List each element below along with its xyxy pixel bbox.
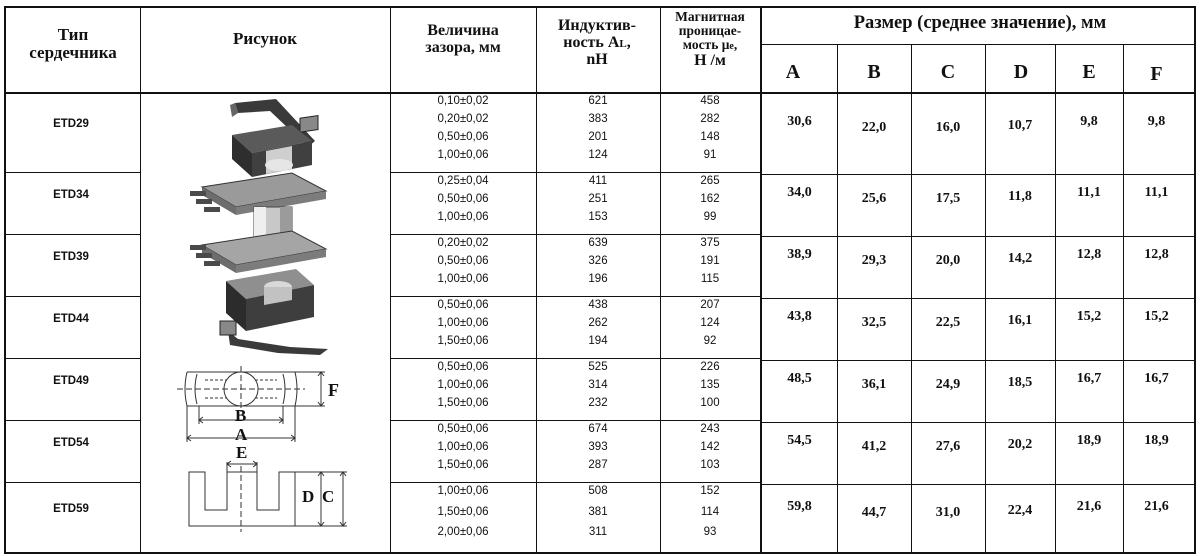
mu-value-etd44: 207 — [700, 299, 720, 311]
gap-value-etd59: 2,00±0,06 — [437, 526, 489, 539]
label-b: B — [235, 406, 247, 425]
row-divider-left-0 — [4, 172, 140, 173]
al-value-etd29: 124 — [588, 149, 608, 161]
row-divider-left-2 — [4, 296, 140, 297]
core-type-etd29: ETD29 — [53, 118, 89, 130]
mu-value-etd59: 93 — [703, 526, 717, 539]
al-value-etd29: 201 — [588, 131, 608, 143]
dim-c-etd54: 27,6 — [935, 439, 961, 454]
label-a: A — [235, 425, 248, 444]
al-value-etd49: 232 — [588, 397, 608, 409]
dim-c-etd39: 20,0 — [935, 253, 961, 268]
mu-value-etd54: 243 — [700, 423, 720, 435]
al-value-etd54: 393 — [588, 441, 608, 453]
core-type-etd39: ETD39 — [53, 251, 89, 263]
dim-d-etd49: 18,5 — [1007, 375, 1033, 390]
al-value-etd49: 314 — [588, 379, 608, 391]
row-divider-mid-3 — [390, 358, 760, 359]
mu-value-etd29: 458 — [700, 95, 720, 107]
dim-a-etd59: 59,8 — [787, 499, 812, 514]
gap-value-etd39: 0,50±0,06 — [437, 255, 489, 267]
header-col-c: C — [940, 61, 956, 83]
row-divider-left-1 — [4, 234, 140, 235]
dim-e-etd29: 9,8 — [1080, 114, 1098, 129]
al-value-etd39: 639 — [588, 237, 608, 249]
al-value-etd44: 438 — [588, 299, 608, 311]
gap-value-etd44: 1,50±0,06 — [437, 335, 489, 347]
gap-value-etd54: 1,00±0,06 — [437, 441, 489, 453]
gap-value-etd39: 0,20±0,02 — [437, 237, 489, 249]
dim-e-etd44: 15,2 — [1076, 309, 1102, 324]
row-divider-mid-5 — [390, 482, 760, 483]
dim-e-etd54: 18,9 — [1076, 433, 1102, 448]
al-value-etd34: 411 — [588, 175, 608, 187]
dim-a-etd44: 43,8 — [787, 309, 812, 324]
mu-value-etd39: 191 — [700, 255, 720, 267]
dim-e-etd39: 12,8 — [1076, 247, 1102, 262]
gap-value-etd49: 0,50±0,06 — [437, 361, 489, 373]
dim-e-etd34: 11,1 — [1077, 185, 1101, 200]
dim-b-etd44: 32,5 — [861, 315, 887, 330]
dim-f-etd29: 9,8 — [1147, 114, 1166, 129]
gap-value-etd34: 0,50±0,06 — [437, 193, 489, 205]
header-picture: Рисунок — [232, 29, 298, 48]
dim-f-etd34: 11,1 — [1144, 185, 1169, 200]
dim-a-etd54: 54,5 — [787, 433, 812, 448]
al-value-etd44: 262 — [588, 317, 608, 329]
dim-a-etd34: 34,0 — [787, 185, 812, 200]
al-value-etd59: 381 — [588, 505, 608, 518]
mu-value-etd44: 92 — [703, 335, 717, 347]
row-divider-size-4 — [760, 422, 1196, 423]
mu-value-etd44: 124 — [700, 317, 720, 329]
al-value-etd39: 326 — [588, 255, 608, 267]
al-value-etd59: 508 — [588, 485, 608, 497]
column-divider-3 — [660, 6, 661, 552]
header-inductance-sub: L — [619, 37, 627, 50]
core-type-etd59: ETD59 — [53, 503, 89, 515]
header-permeability-line2: проницае- — [678, 23, 742, 39]
mu-value-etd34: 99 — [703, 211, 717, 223]
header-gap-line2: зазора, мм — [425, 38, 501, 56]
al-value-etd59: 311 — [588, 526, 608, 539]
row-divider-size-2 — [760, 298, 1196, 299]
gap-value-etd29: 1,00±0,06 — [437, 149, 489, 161]
header-permeability — [660, 10, 760, 70]
header-gap-line1: Величина — [427, 22, 499, 39]
mu-value-etd39: 375 — [700, 237, 720, 249]
header-divider — [4, 92, 1196, 94]
gap-value-etd54: 1,50±0,06 — [437, 459, 489, 471]
gap-value-etd49: 1,50±0,06 — [437, 397, 489, 409]
table-border-top — [4, 6, 1196, 8]
row-divider-mid-1 — [390, 234, 760, 235]
mu-value-etd34: 265 — [700, 175, 720, 187]
mu-value-etd29: 148 — [700, 131, 720, 143]
gap-value-etd44: 1,00±0,06 — [437, 317, 489, 329]
mu-value-etd29: 91 — [703, 149, 717, 161]
column-divider-1 — [390, 6, 391, 552]
core-type-etd34: ETD34 — [53, 189, 89, 201]
dim-b-etd34: 25,6 — [861, 191, 887, 206]
dim-a-etd39: 38,9 — [787, 247, 812, 262]
row-divider-left-3 — [4, 358, 140, 359]
row-divider-size-3 — [760, 360, 1196, 361]
dim-f-etd49: 16,7 — [1144, 371, 1169, 386]
mu-value-etd34: 162 — [700, 193, 720, 205]
header-col-f: F — [1150, 63, 1163, 85]
mu-value-etd49: 100 — [700, 397, 720, 409]
dim-f-etd54: 18,9 — [1144, 433, 1169, 448]
row-divider-mid-2 — [390, 296, 760, 297]
header-col-a: A — [785, 61, 801, 83]
al-value-etd29: 621 — [588, 95, 608, 107]
dim-d-etd29: 10,7 — [1007, 118, 1033, 133]
header-permeability-unit: H /м — [694, 51, 726, 69]
dim-a-etd29: 30,6 — [787, 114, 812, 129]
al-value-etd39: 196 — [588, 273, 608, 285]
table-border-bottom — [4, 552, 1196, 554]
label-c: C — [322, 487, 335, 506]
label-e: E — [236, 443, 248, 462]
header-permeability-sub: e — [729, 41, 734, 53]
mu-value-etd54: 103 — [700, 459, 720, 471]
dim-f-etd39: 12,8 — [1144, 247, 1169, 262]
mu-value-etd39: 115 — [700, 273, 720, 285]
row-divider-mid-4 — [390, 420, 760, 421]
core-type-etd54: ETD54 — [53, 437, 89, 449]
header-col-e: E — [1082, 61, 1096, 83]
mu-value-etd29: 282 — [700, 113, 720, 125]
mu-value-etd54: 142 — [700, 441, 720, 453]
bottom-bobbin-flange — [190, 231, 326, 273]
dim-b-etd59: 44,7 — [861, 505, 887, 520]
row-divider-mid-0 — [390, 172, 760, 173]
dim-c-etd44: 22,5 — [935, 315, 961, 330]
column-divider-2 — [536, 6, 537, 552]
dim-c-etd34: 17,5 — [935, 191, 961, 206]
header-permeability-comma: , — [733, 37, 738, 53]
gap-value-etd34: 0,25±0,04 — [437, 175, 489, 187]
row-divider-size-5 — [760, 484, 1196, 485]
header-permeability-line3 — [660, 38, 760, 53]
bottom-clip — [220, 321, 328, 355]
dim-b-etd39: 29,3 — [861, 253, 887, 268]
header-inductance-line1: Индуктив- — [557, 17, 637, 34]
al-value-etd44: 194 — [588, 335, 608, 347]
mu-value-etd49: 135 — [700, 379, 720, 391]
label-f: F — [328, 380, 339, 400]
dim-d-etd34: 11,8 — [1008, 189, 1032, 204]
header-type-line1: Тип — [57, 25, 89, 44]
dim-d-etd59: 22,4 — [1007, 503, 1033, 518]
table-border-left — [4, 6, 6, 552]
dim-d-etd39: 14,2 — [1007, 251, 1033, 266]
gap-value-etd59: 1,50±0,06 — [437, 505, 489, 518]
al-value-etd34: 153 — [588, 211, 608, 223]
dim-d-etd54: 20,2 — [1007, 437, 1033, 452]
al-value-etd54: 674 — [588, 423, 608, 435]
row-divider-size-1 — [760, 236, 1196, 237]
gap-value-etd29: 0,50±0,06 — [437, 131, 489, 143]
header-size: Размер (среднее значение), мм — [853, 13, 1107, 33]
dim-c-etd49: 24,9 — [935, 377, 961, 392]
header-inductance-al: ность A — [563, 33, 620, 51]
al-value-etd54: 287 — [588, 459, 608, 471]
dim-c-etd29: 16,0 — [935, 120, 961, 135]
gap-value-etd34: 1,00±0,06 — [437, 211, 489, 223]
header-permeability-mu: мость μ — [682, 37, 730, 53]
header-type — [8, 26, 138, 62]
gap-value-etd29: 0,10±0,02 — [437, 95, 489, 107]
gap-value-etd49: 1,00±0,06 — [437, 379, 489, 391]
dim-b-etd54: 41,2 — [861, 439, 887, 454]
al-value-etd34: 251 — [588, 193, 608, 205]
bottom-core-half — [226, 269, 314, 331]
top-core-half — [232, 125, 312, 177]
mu-value-etd59: 114 — [700, 505, 720, 518]
al-value-etd49: 525 — [588, 361, 608, 373]
gap-value-etd44: 0,50±0,06 — [437, 299, 489, 311]
mu-value-etd59: 152 — [700, 485, 720, 497]
header-inductance — [530, 18, 664, 68]
size-subheader-divider — [760, 44, 1196, 45]
gap-value-etd29: 0,20±0,02 — [437, 113, 489, 125]
core-type-etd44: ETD44 — [53, 313, 89, 325]
dim-c-etd59: 31,0 — [935, 505, 961, 520]
header-gap — [390, 23, 536, 57]
gap-value-etd54: 0,50±0,06 — [437, 423, 489, 435]
column-divider-0 — [140, 6, 141, 552]
size-group-left-border — [760, 6, 762, 552]
header-col-b: B — [867, 61, 881, 83]
header-col-d: D — [1013, 61, 1029, 83]
header-permeability-line1: Магнитная — [675, 9, 745, 24]
dim-b-etd49: 36,1 — [861, 377, 887, 392]
dim-b-etd29: 22,0 — [861, 120, 887, 135]
header-inductance-line2 — [530, 35, 664, 52]
header-type-line2: сердечника — [29, 42, 117, 62]
top-view-drawing — [177, 366, 325, 442]
dim-e-etd59: 21,6 — [1076, 499, 1102, 514]
dim-d-etd44: 16,1 — [1007, 313, 1033, 328]
dim-a-etd49: 48,5 — [787, 371, 812, 386]
table-border-right — [1194, 6, 1196, 552]
gap-value-etd39: 1,00±0,06 — [437, 273, 489, 285]
al-value-etd29: 383 — [588, 113, 608, 125]
mu-value-etd49: 226 — [700, 361, 720, 373]
core-assembly-illustration — [180, 95, 340, 360]
core-type-etd49: ETD49 — [53, 375, 89, 387]
dim-f-etd59: 21,6 — [1144, 499, 1169, 514]
row-divider-left-5 — [4, 482, 140, 483]
dim-e-etd49: 16,7 — [1076, 371, 1102, 386]
row-divider-size-0 — [760, 174, 1196, 175]
row-divider-left-4 — [4, 420, 140, 421]
header-inductance-unit: nH — [586, 50, 608, 68]
dim-f-etd44: 15,2 — [1144, 309, 1169, 324]
header-inductance-comma: , — [626, 33, 631, 51]
gap-value-etd59: 1,00±0,06 — [437, 485, 489, 497]
label-d: D — [302, 487, 315, 506]
